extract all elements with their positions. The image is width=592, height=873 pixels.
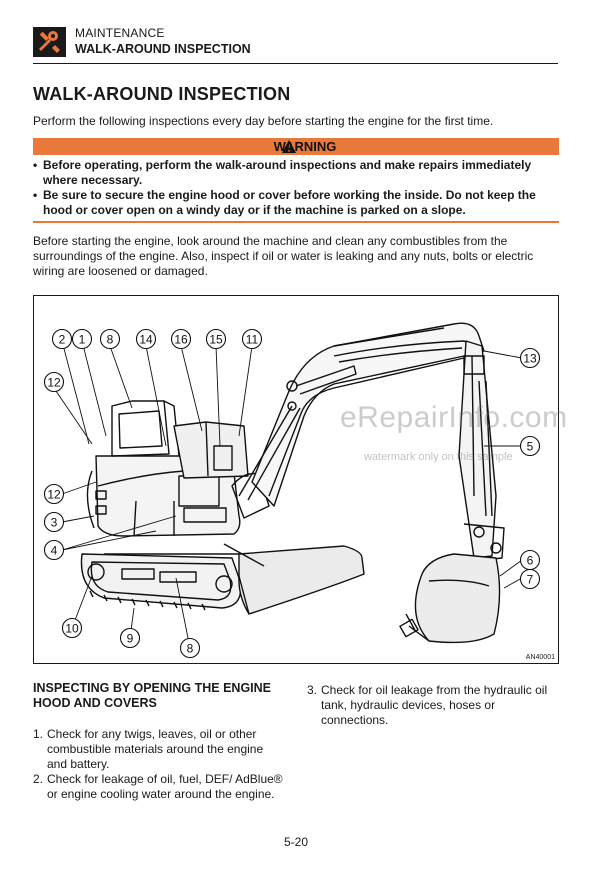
svg-text:6: 6 xyxy=(526,553,534,568)
warning-divider xyxy=(33,221,559,223)
callout-9 xyxy=(121,629,140,648)
excavator-figure xyxy=(33,295,559,664)
callout-8 xyxy=(181,639,200,658)
callout-13 xyxy=(521,349,540,368)
callout-3 xyxy=(45,513,64,532)
callout-15 xyxy=(207,330,226,349)
svg-text:13: 13 xyxy=(523,351,537,366)
svg-text:7: 7 xyxy=(526,572,534,587)
svg-text:12: 12 xyxy=(47,487,61,502)
callout-5 xyxy=(521,437,540,456)
callout-12 xyxy=(45,373,64,392)
callout-11 xyxy=(243,330,262,349)
callout-12 xyxy=(45,485,64,504)
svg-text:9: 9 xyxy=(126,631,134,646)
svg-text:15: 15 xyxy=(209,332,223,347)
svg-text:8: 8 xyxy=(186,641,194,656)
callout-4 xyxy=(45,541,64,560)
svg-text:10: 10 xyxy=(65,621,79,636)
wrench-icon xyxy=(33,27,66,57)
body-paragraph: Before starting the engine, look around the machine and clean any combustibles from the surroundings of the engine. Also, inspect if oil or water is leaking and any nuts, bolts or electric wiring are loosened or damaged. xyxy=(33,234,534,278)
svg-text:3: 3 xyxy=(50,515,58,530)
svg-text:14: 14 xyxy=(139,332,153,347)
excavator-illustration xyxy=(34,296,559,664)
svg-text:4: 4 xyxy=(50,543,58,558)
intro-text: Perform the following inspections every day before starting the engine for the first time. xyxy=(33,114,494,128)
list-item: 1. Check for any twigs, leaves, oil or other combustible materials around the engine and battery. xyxy=(33,727,264,771)
svg-text:11: 11 xyxy=(245,332,259,347)
page-title: WALK-AROUND INSPECTION xyxy=(33,84,291,104)
inspection-list-left xyxy=(33,727,283,802)
warning-label: WARNING xyxy=(273,139,337,154)
watermark-text: eRepairInfo.com xyxy=(340,401,568,434)
svg-text:12: 12 xyxy=(47,375,61,390)
svg-text:2: 2 xyxy=(58,332,66,347)
warning-bullet: • Be sure to secure the engine hood or cover before working the inside. Do not keep the hood or cover open on a windy day or if the machine is parked on a slope. xyxy=(33,188,559,218)
callout-10 xyxy=(63,619,82,638)
header-divider xyxy=(33,63,558,64)
list-item: 2. Check for leakage of oil, fuel, DEF/ AdBlue® or engine cooling water around the engine. xyxy=(33,772,283,801)
callout-7 xyxy=(521,570,540,589)
callout-8 xyxy=(101,330,120,349)
callout-2 xyxy=(53,330,72,349)
warning-list xyxy=(33,158,559,218)
header-title: WALK-AROUND INSPECTION xyxy=(75,42,251,56)
svg-text:16: 16 xyxy=(174,332,188,347)
svg-text:1: 1 xyxy=(78,332,86,347)
figure-code: AN40001 xyxy=(525,654,555,661)
callout-16 xyxy=(172,330,191,349)
watermark-subtext: watermark only on this sample xyxy=(364,451,513,463)
header-section: MAINTENANCE xyxy=(75,26,165,40)
svg-text:8: 8 xyxy=(106,332,114,347)
callout-1 xyxy=(73,330,92,349)
list-item: 3. Check for oil leakage from the hydraulic oil tank, hydraulic devices, hoses or connections. xyxy=(307,683,548,727)
inspection-list-right xyxy=(307,683,562,728)
callout-6 xyxy=(521,551,540,570)
section-heading: INSPECTING BY OPENING THE ENGINE HOOD AND COVERS xyxy=(33,681,272,710)
callout-14 xyxy=(137,330,156,349)
page-number: 5-20 xyxy=(283,835,309,849)
warning-banner xyxy=(33,138,559,155)
svg-text:5: 5 xyxy=(526,439,534,454)
warning-bullet: • Before operating, perform the walk-around inspections and make repairs immediately where necessary. xyxy=(33,158,559,188)
